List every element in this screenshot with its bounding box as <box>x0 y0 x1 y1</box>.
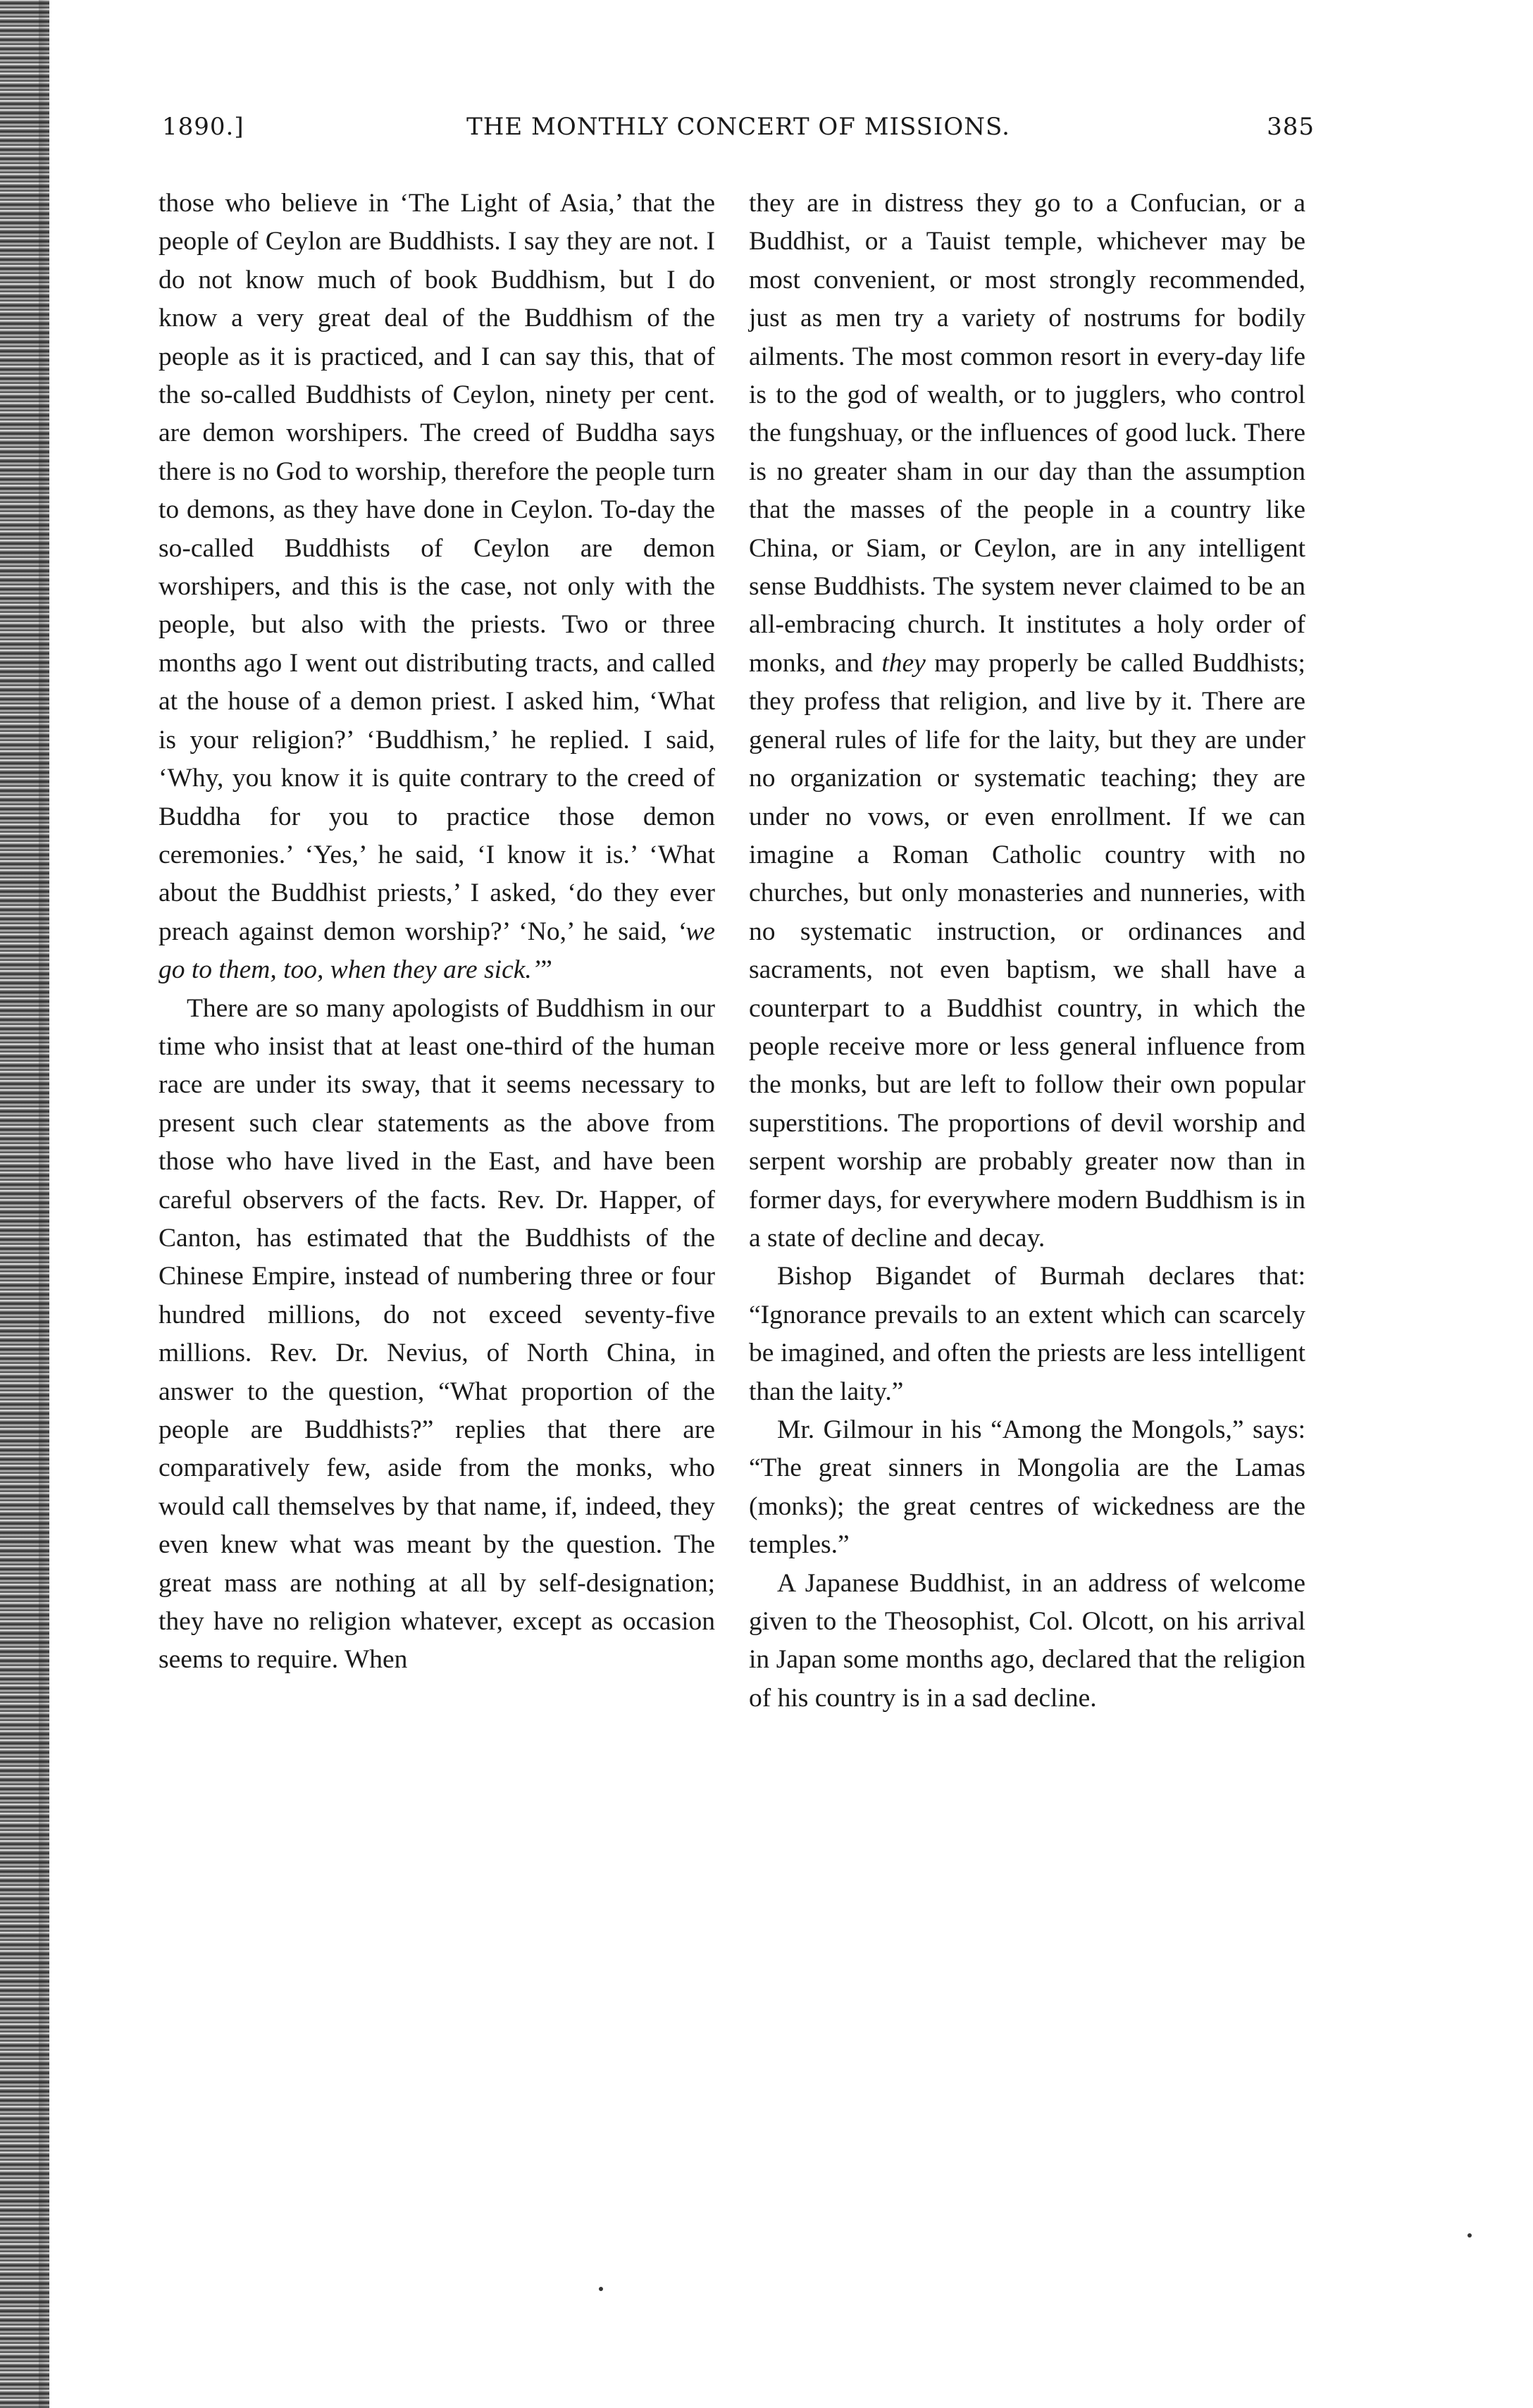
italic-quote: ‘we go to them, too, when they are sick.’ <box>159 917 715 985</box>
closing-quote: ” <box>540 955 552 985</box>
paragraph <box>749 185 1305 1258</box>
running-header <box>162 113 1315 155</box>
paragraph: Bishop Bigandet of Burmah declares that: “Ignorance prevails to an extent which can scarcely be imagined, and often the priests are less intelligent than the laity.” <box>749 1262 1305 1406</box>
header-title: THE MONTHLY CONCERT OF MISSIONS. <box>466 113 1010 141</box>
page-number: 385 <box>1267 113 1315 141</box>
paragraph: A Japanese Buddhist, in an address of welcome given to the Theosophist, Col. Olcott, on his arrival in Japan some months ago, declared that the religion of his country is in a sad decline. <box>749 1568 1305 1713</box>
italic-word: they <box>881 648 926 678</box>
paragraph: Mr. Gilmour in his “Among the Mongols,” says: “The great sinners in Mongolia are the Lamas (monks); the great centres of wickedness are the temples.” <box>749 1415 1305 1560</box>
paragraph <box>159 185 715 990</box>
print-speck <box>599 2287 603 2291</box>
header-year: 1890.] <box>162 113 244 141</box>
book-binding-edge <box>0 0 49 2408</box>
left-column <box>159 185 715 1680</box>
paragraph-text: may properly be called Buddhists; they profess that religion, and live by it. There are general rules of life for the laity, but they are under no organization or systematic teaching; they are under no vows, or even enrollment. If we can imagine a Roman Catholic country with no churches, but only monasteries and nunneries, with no systematic instruction, or ordinances and sacraments, not even baptism, we shall have a counterpart to a Buddhist country, in which the people receive more or less general influence from the monks, but are left to follow their own popular superstitions. The proportions of devil worship and serpent worship are probably greater now than in former days, for everywhere modern Buddhism is in a state of decline and decay. <box>749 648 1305 1253</box>
paragraph-text: they are in distress they go to a Confucian, or a Buddhist, or a Tauist temple, whichever may be most convenient, or most strongly recommended, just as men try a variety of nostrums for bodily ailments. The most common resort in every-day life is to the god of wealth, or to jugglers, who control the fungshuay, or the influences of good luck. There is no greater sham in our day than the assumption that the masses of the people in a country like China, or Siam, or Ceylon, are in any intelligent sense Buddhists. The system never claimed to be an all-embracing church. It institutes a holy order of monks, and <box>749 189 1305 678</box>
print-speck <box>1467 2233 1472 2238</box>
paragraph-text: those who believe in ‘The Light of Asia,’ that the people of Ceylon are Buddhists. I say they are not. I do not know much of book Buddhism, but I do know a very great deal of the Buddhism of the people as it is practiced, and I can say this, that of the so-called Buddhists of Ceylon, ninety per cent. are demon worshipers. The creed of Buddha says there is no God to worship, therefore the people turn to demons, as they have done in Ceylon. To-day the so-called Buddhists of Ceylon are demon worshipers, and this is the case, not only with the people, but also with the priests. Two or three months ago I went out distributing tracts, and called at the house of a demon priest. I asked him, ‘What is your religion?’ ‘Buddhism,’ he replied. I said, ‘Why, you know it is quite contrary to the creed of Buddha for you to practice those demon ceremonies.’ ‘Yes,’ he said, ‘I know it is.’ ‘What about the Buddhist priests,’ I asked, ‘do they ever preach against demon worship?’ ‘No,’ he said, <box>159 189 715 946</box>
right-column <box>749 185 1305 1718</box>
paragraph: There are so many apologists of Buddhism in our time who insist that at least one-third of the human race are under its sway, that it seems necessary to present such clear statements as the above from those who have lived in the East, and have been careful observers of the facts. Rev. Dr. Happer, of Canton, has estimated that the Buddhists of the Chinese Empire, instead of numbering three or four hundred millions, do not exceed seventy-five millions. Rev. Dr. Nevius, of North China, in answer to the question, “What proportion of the people are Buddhists?” replies that there are comparatively few, aside from the monks, who would call themselves by that name, if, indeed, they even knew what was meant by the question. The great mass are nothing at all by self-designation; they have no religion whatever, except as occasion seems to require. When <box>159 993 715 1675</box>
